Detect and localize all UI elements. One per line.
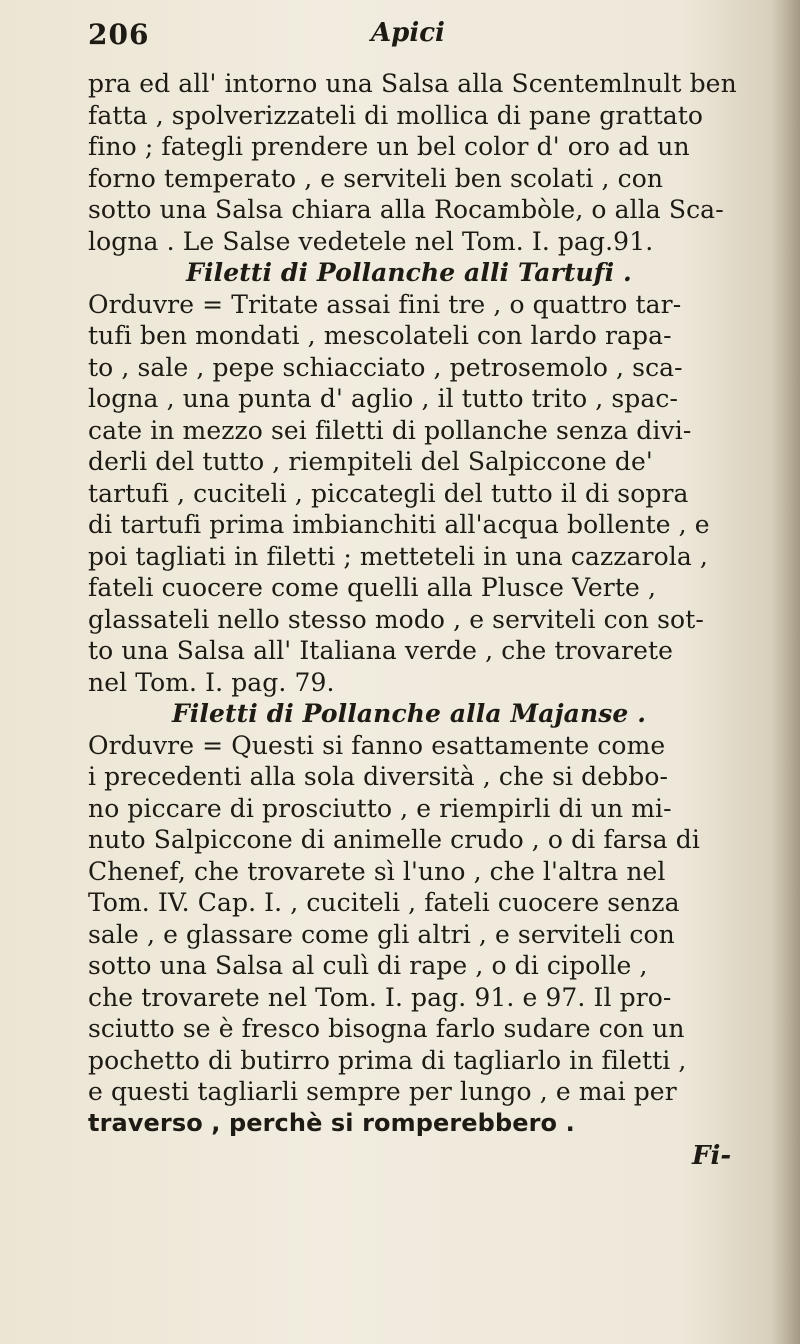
page-header: [88, 18, 708, 58]
section-heading: Filetti di Pollanche alla Majanse .: [171, 699, 647, 728]
text-line: logna , una punta d' aglio , il tutto trito , spac-: [88, 384, 679, 413]
text-line: to una Salsa all' Italiana verde , che trovarete: [88, 636, 674, 665]
text-line: cate in mezzo sei filetti di pollanche senza divi-: [88, 415, 692, 445]
text-line: Chenef, che trovarete sì l'uno , che l'altra nel: [88, 856, 666, 886]
text-line: traverso , perchè si romperebbero .: [88, 1108, 575, 1137]
text-line: Orduvre = Tritate assai fini tre , o quattro tar-: [88, 289, 682, 319]
body-text: [88, 68, 790, 1139]
text-line: poi tagliati in filetti ; metteteli in una cazzarola ,: [88, 541, 708, 571]
page-number: 206: [88, 18, 150, 51]
text-line: di tartufi prima imbianchiti all'acqua bollente , e: [88, 510, 710, 539]
text-line: no piccare di prosciutto , e riempirli di un mi-: [88, 793, 672, 823]
text-line: to , sale , pepe schiacciato , petrosemolo , sca-: [88, 352, 683, 382]
section-heading: Filetti di Pollanche alli Tartufi .: [186, 258, 632, 287]
text-line: pra ed all' intorno una Salsa alla Scentemlnult ben: [88, 69, 737, 98]
text-line: tufi ben mondati , mescolateli con lardo rapa-: [88, 321, 672, 350]
text-line: fino ; fategli prendere un bel color d' oro ad un: [88, 132, 690, 161]
text-line: forno temperato , e serviteli ben scolati , con: [88, 163, 664, 193]
text-line: pochetto di butirro prima di tagliarlo in filetti ,: [88, 1045, 687, 1075]
text-line: i precedenti alla sola diversità , che si debbo-: [88, 762, 669, 791]
catchword: Fi-: [692, 1141, 732, 1171]
text-line: fatta , spolverizzateli di mollica di pane grattato: [88, 100, 704, 130]
text-line: Orduvre = Questi si fanno esattamente come: [88, 730, 666, 760]
text-line: tartufi , cuciteli , piccategli del tutto il di sopra: [88, 478, 689, 508]
text-line: fateli cuocere come quelli alla Plusce Verte ,: [88, 573, 656, 602]
text-line: Tom. IV. Cap. I. , cuciteli , fateli cuocere senza: [88, 888, 680, 917]
text-line: sciutto se è fresco bisogna farlo sudare con un: [88, 1014, 685, 1043]
text-line: sale , e glassare come gli altri , e serviteli con: [88, 919, 675, 949]
text-line: nuto Salpiccone di animelle crudo , o di farsa di: [88, 825, 700, 854]
text-line: derli del tutto , riempiteli del Salpiccone de': [88, 447, 653, 476]
text-line: logna . Le Salse vedetele nel Tom. I. pag.91.: [88, 226, 654, 256]
text-line: nel Tom. I. pag. 79.: [88, 667, 335, 697]
running-head: Apici: [371, 18, 445, 48]
text-line: sotto una Salsa chiara alla Rocambòle, o alla Sca-: [88, 195, 724, 224]
text-line: e questi tagliarli sempre per lungo , e mai per: [88, 1077, 677, 1106]
text-line: che trovarete nel Tom. I. pag. 91. e 97. Il pro-: [88, 982, 672, 1012]
text-line: glassateli nello stesso modo , e serviteli con sot-: [88, 604, 704, 634]
text-line: sotto una Salsa al culì di rape , o di cipolle ,: [88, 951, 648, 980]
